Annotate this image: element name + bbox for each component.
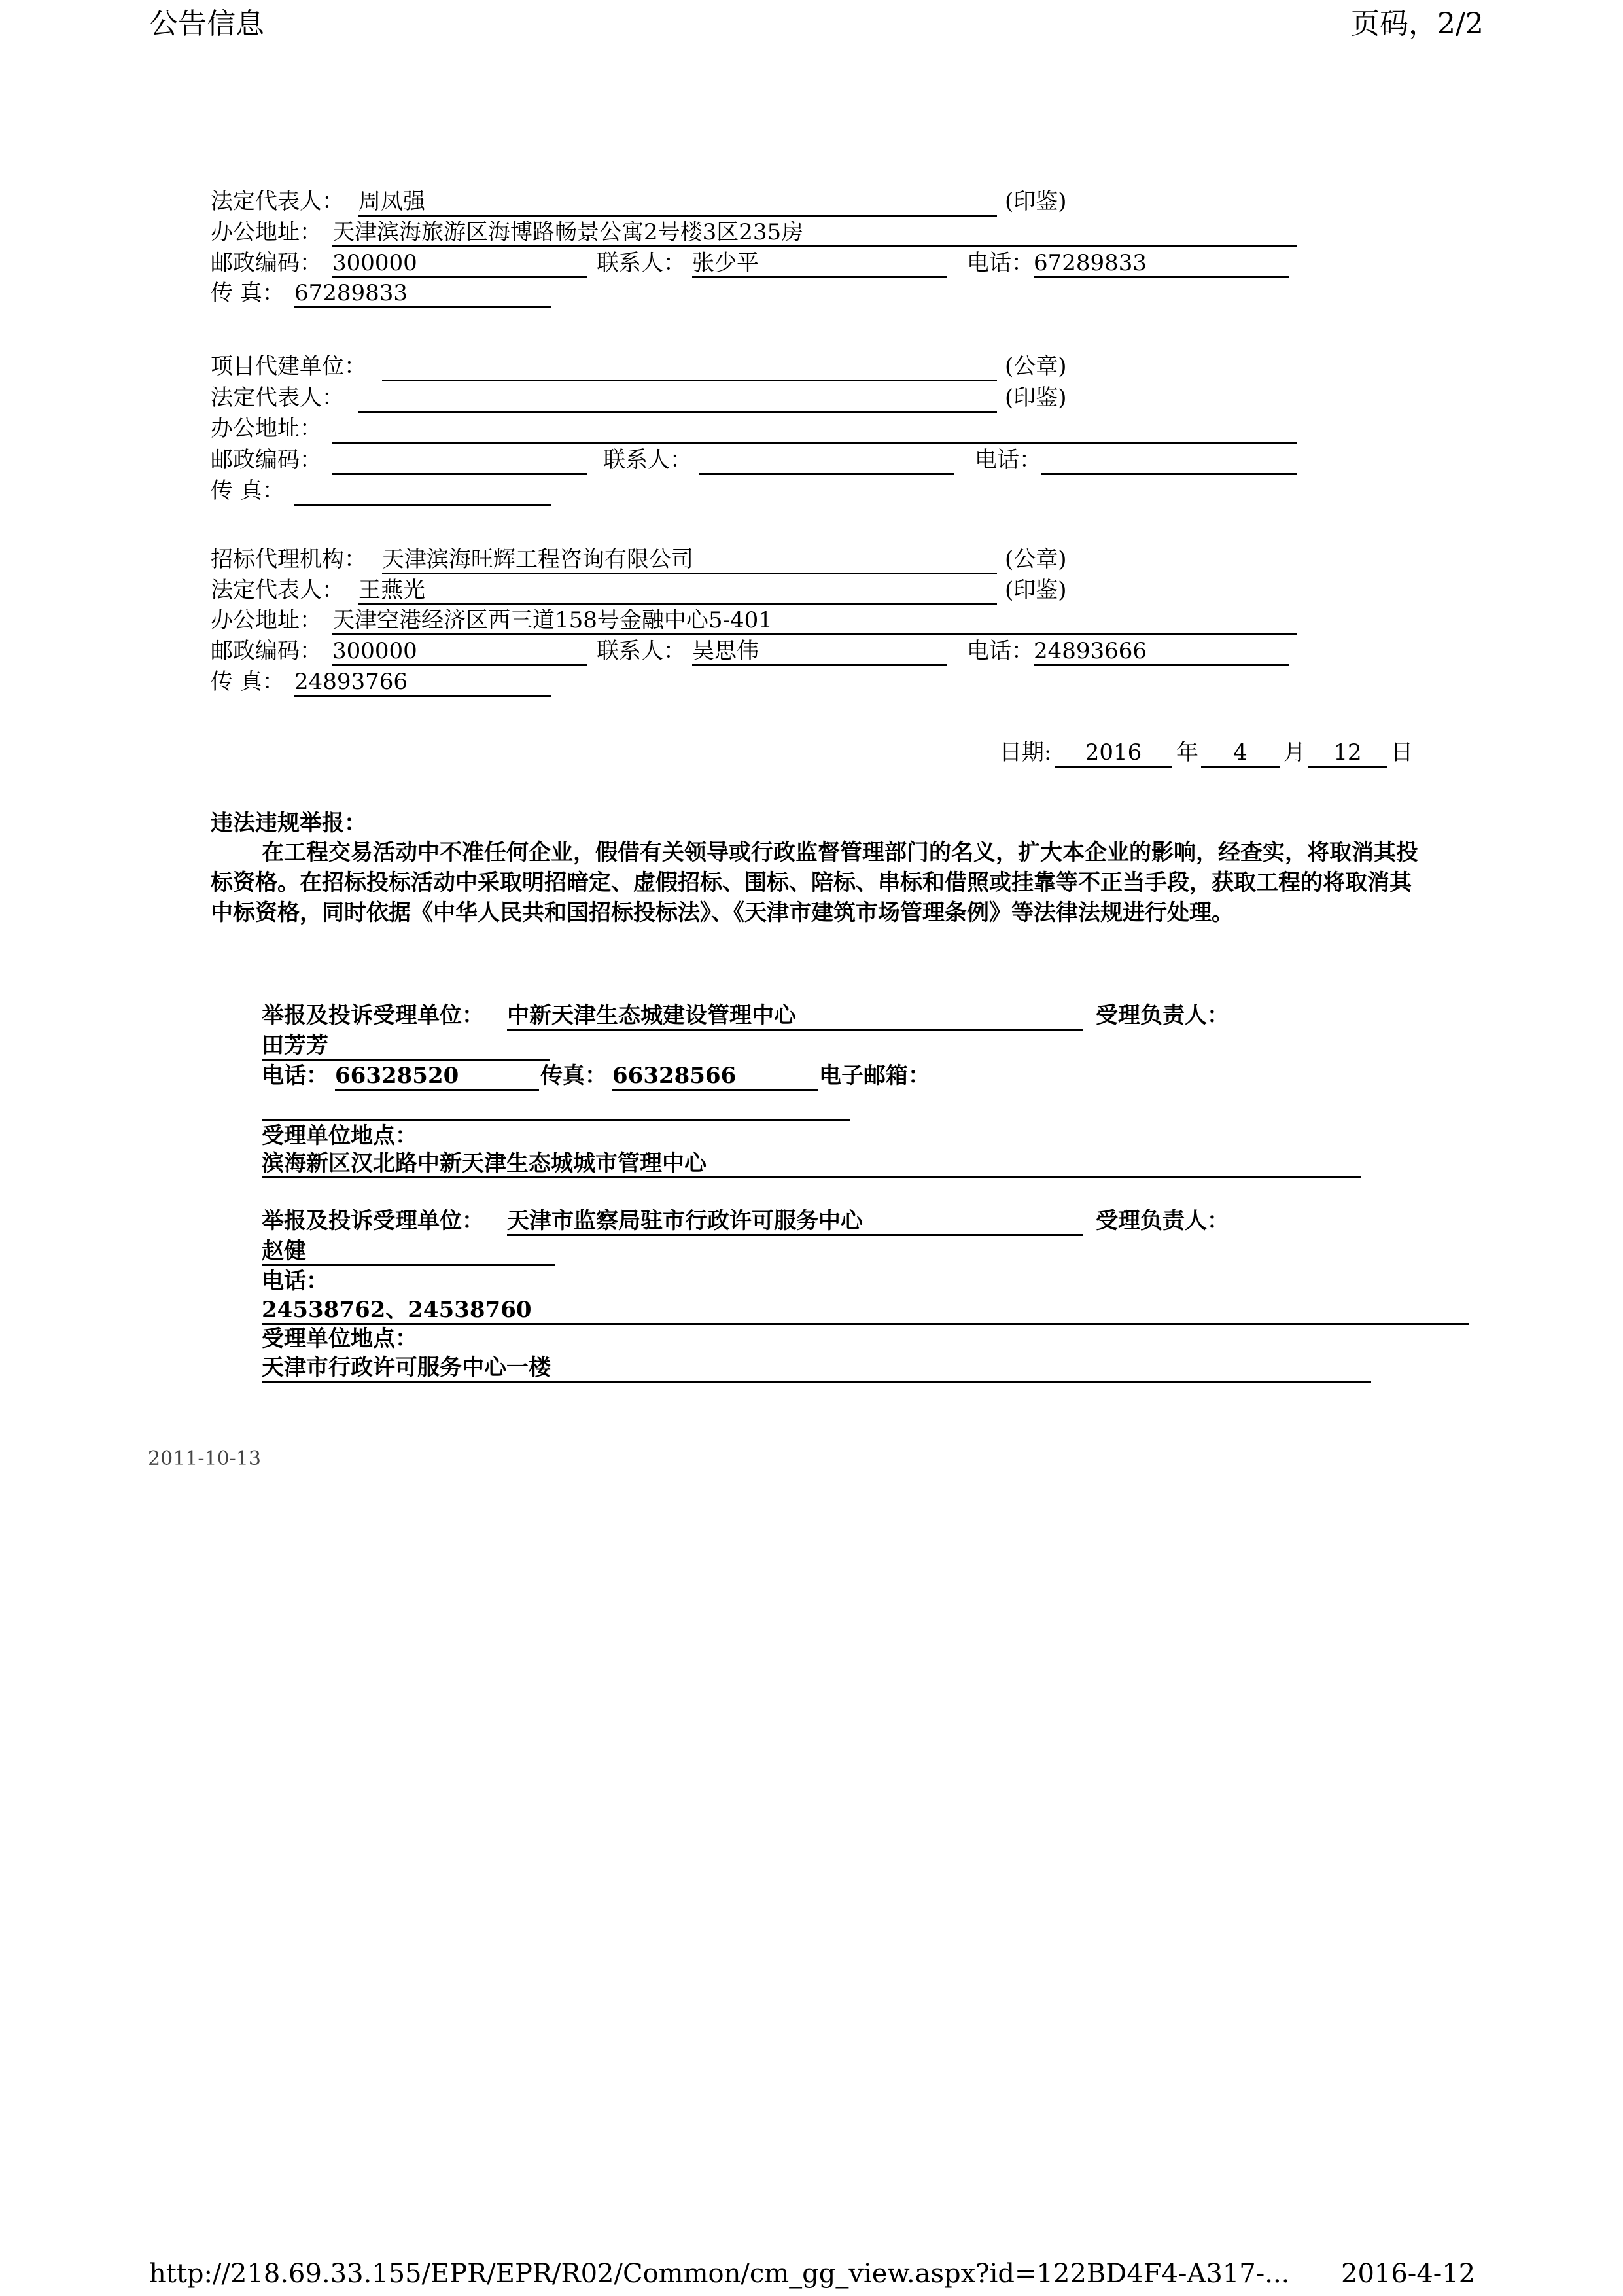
complaint1-fax: 66328566 — [612, 1063, 737, 1089]
builder-legal-rep-label: 法定代表人： — [211, 188, 344, 215]
report-body-paragraph — [211, 838, 1427, 928]
date-year: 2016 — [1085, 739, 1142, 766]
date-year-unit: 年 — [1176, 739, 1198, 766]
complaint1-location-label: 受理单位地点： — [262, 1123, 417, 1149]
proxy-contact-label: 联系人： — [603, 447, 692, 473]
proxy-unit-seal: (公章) — [1005, 353, 1067, 380]
builder-seal: (印鉴) — [1005, 188, 1067, 215]
date-month-unit: 月 — [1283, 739, 1306, 766]
builder-address: 天津滨海旅游区海博路畅景公寓2号楼3区235房 — [332, 219, 804, 245]
builder-postcode-label: 邮政编码： — [211, 250, 322, 276]
proxy-legal-rep-field — [358, 385, 997, 413]
complaint2-location: 天津市行政许可服务中心一楼 — [262, 1354, 551, 1381]
report-body: 在工程交易活动中不准任何企业，假借有关领导或行政监督管理部门的名义，扩大本企业的影响，经查实，将取消其投标资格。在招标投标活动中采取明招暗定、虚假招标、围标、陪标、串标和借照或挂靠等不正当手段，获取工程的将取消其中标资格，同时依据《中华人民共和国招标投标法》、《天津市建筑市场管理条例》等法律法规进行处理。 — [211, 839, 1418, 926]
agency-contact-field — [692, 638, 947, 666]
agency-legal-rep-field — [358, 577, 997, 605]
builder-legal-rep: 周凤强 — [358, 188, 425, 215]
complaint2-person-field — [262, 1238, 555, 1266]
complaint1-person-label: 受理负责人： — [1096, 1002, 1229, 1029]
report-title: 违法违规举报： — [211, 810, 366, 836]
complaint1-unit-label: 举报及投诉受理单位： — [262, 1002, 484, 1029]
complaint1-email-label: 电子邮箱： — [819, 1063, 930, 1089]
complaint1-phone-label: 电话： — [262, 1063, 328, 1089]
builder-fax-label: 传 真： — [211, 280, 285, 306]
complaint2-phone-field — [262, 1297, 1469, 1325]
footer-date: 2016-4-12 — [1341, 2259, 1476, 2289]
page-number: 页码，2/2 — [1351, 7, 1484, 41]
agency-postcode-label: 邮政编码： — [211, 638, 322, 664]
agency-contact: 吴思伟 — [692, 638, 759, 664]
agency-legal-rep-seal: (印鉴) — [1005, 577, 1067, 603]
agency-legal-rep-label: 法定代表人： — [211, 577, 344, 603]
page-header-title: 公告信息 — [149, 7, 264, 41]
proxy-address-label: 办公地址： — [211, 415, 322, 442]
publish-date: 2011-10-13 — [148, 1447, 261, 1470]
builder-contact-field — [692, 250, 947, 278]
proxy-postcode-label: 邮政编码： — [211, 447, 322, 473]
proxy-address-field — [332, 415, 1297, 444]
builder-phone-label: 电话： — [967, 250, 1034, 276]
complaint1-location-field — [262, 1150, 1361, 1178]
footer-url[interactable]: http://218.69.33.155/EPR/EPR/R02/Common/cm_gg_view.aspx?id=122BD4F4-A317-... — [149, 2259, 1290, 2289]
complaint2-unit: 天津市监察局驻市行政许可服务中心 — [507, 1208, 863, 1234]
proxy-fax-label: 传 真： — [211, 478, 285, 504]
complaint2-phone: 24538762、24538760 — [262, 1297, 532, 1323]
builder-postcode-field — [332, 250, 587, 278]
complaint1-location: 滨海新区汉北路中新天津生态城城市管理中心 — [262, 1150, 707, 1176]
proxy-contact-field — [699, 447, 954, 475]
agency-unit-seal: (公章) — [1005, 546, 1067, 573]
complaint1-phone-field — [335, 1063, 539, 1091]
agency-phone: 24893666 — [1034, 638, 1147, 664]
agency-fax: 24893766 — [294, 669, 408, 695]
date-month: 4 — [1233, 739, 1248, 766]
date-year-field — [1055, 739, 1172, 768]
date-day-field — [1308, 739, 1387, 768]
complaint1-unit-field — [507, 1002, 1083, 1031]
agency-postcode-field — [332, 638, 587, 666]
builder-legal-rep-field — [358, 188, 997, 217]
proxy-legal-rep-seal: (印鉴) — [1005, 385, 1067, 411]
agency-legal-rep: 王燕光 — [358, 577, 425, 603]
complaint2-unit-field — [507, 1208, 1083, 1236]
complaint2-location-label: 受理单位地点： — [262, 1326, 417, 1352]
complaint2-phone-label: 电话： — [262, 1268, 328, 1294]
agency-unit: 天津滨海旺辉工程咨询有限公司 — [382, 546, 693, 573]
complaint2-unit-label: 举报及投诉受理单位： — [262, 1208, 484, 1234]
agency-address: 天津空港经济区西三道158号金融中心5-401 — [332, 607, 773, 633]
builder-address-label: 办公地址： — [211, 219, 322, 245]
builder-address-field — [332, 219, 1297, 247]
date-day-unit: 日 — [1391, 739, 1413, 766]
agency-address-label: 办公地址： — [211, 607, 322, 633]
agency-unit-label: 招标代理机构： — [211, 546, 366, 573]
complaint1-unit: 中新天津生态城建设管理中心 — [507, 1002, 796, 1029]
agency-phone-field — [1034, 638, 1289, 666]
complaint1-email-field — [262, 1093, 850, 1121]
date-month-field — [1201, 739, 1280, 768]
agency-fax-field — [294, 669, 551, 697]
complaint1-fax-label: 传真： — [540, 1063, 607, 1089]
complaint2-location-field — [262, 1354, 1371, 1383]
proxy-postcode-field — [332, 447, 587, 475]
builder-contact-label: 联系人： — [597, 250, 686, 276]
proxy-fax-field — [294, 478, 551, 506]
agency-address-field — [332, 607, 1297, 635]
agency-postcode: 300000 — [332, 638, 417, 664]
builder-phone: 67289833 — [1034, 250, 1147, 276]
complaint2-person-label: 受理负责人： — [1096, 1208, 1229, 1234]
complaint1-person: 田芳芳 — [262, 1033, 328, 1059]
complaint1-person-field — [262, 1033, 550, 1061]
builder-fax-field — [294, 280, 551, 308]
complaint1-phone: 66328520 — [335, 1063, 459, 1089]
date-label: 日期: — [1000, 739, 1052, 766]
proxy-phone-field — [1041, 447, 1297, 475]
agency-phone-label: 电话： — [967, 638, 1034, 664]
proxy-unit-field — [382, 353, 997, 381]
builder-fax: 67289833 — [294, 280, 408, 306]
proxy-phone-label: 电话： — [975, 447, 1041, 473]
proxy-unit-label: 项目代建单位： — [211, 353, 366, 380]
agency-unit-field — [382, 546, 997, 574]
agency-fax-label: 传 真： — [211, 669, 285, 695]
date-day: 12 — [1333, 739, 1362, 766]
builder-postcode: 300000 — [332, 250, 417, 276]
complaint1-fax-field — [612, 1063, 818, 1091]
proxy-legal-rep-label: 法定代表人： — [211, 385, 344, 411]
complaint2-person: 赵健 — [262, 1238, 306, 1264]
builder-contact: 张少平 — [692, 250, 759, 276]
builder-phone-field — [1034, 250, 1289, 278]
agency-contact-label: 联系人： — [597, 638, 686, 664]
